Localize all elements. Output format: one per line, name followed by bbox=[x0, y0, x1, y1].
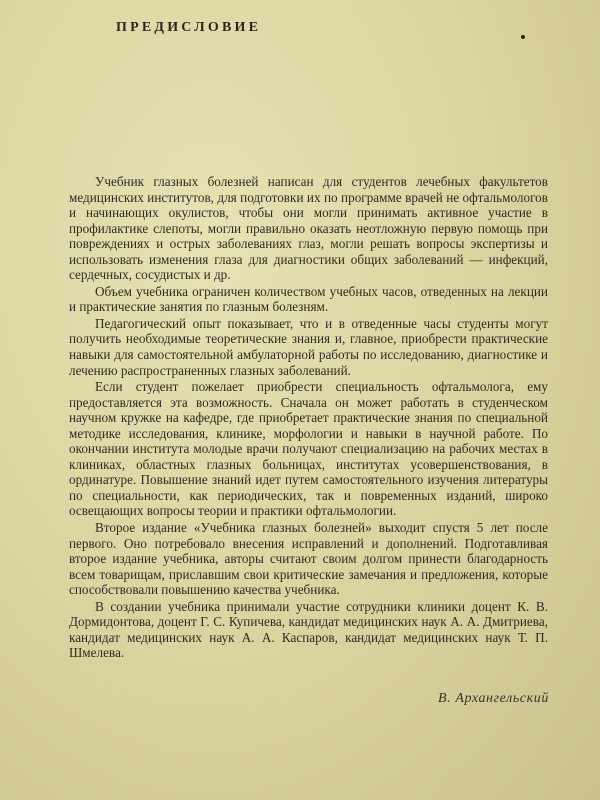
paragraph-6: В создании учебника принимали участие сотрудники клиники доцент К. В. Дормидонтова, доцент Г. С. Купичева, кандидат медицинских наук А. А. Дмитриева, кандидат медицинских наук А. А. Каспаров, кандидат медицинских наук Т. П. Шмелева. bbox=[69, 598, 548, 661]
paragraph-1: Учебник глазных болезней написан для студентов лечебных факультетов медицинских институтов, для подготовки их по программе врачей не офтальмологов и начинающих окулистов, чтобы они могли принимать активное участие в профилактике слепоты, могли правильно оказать неотложную первую помощь при повреждениях и острых заболеваниях глаз, могли решать вопросы экспертизы и использовать изменения глаза для диагностики общих заболеваний — инфекций, сердечных, сосудистых и др. bbox=[69, 174, 548, 283]
preface-body bbox=[69, 174, 548, 661]
paragraph-4: Если студент пожелает приобрести специальность офтальмолога, ему предоставляется эта возможность. Сначала он может работать в студенческом научном кружке на кафедре, где приобретает практические знания по специальной методике исследования, клинике, морфологии и навыки в научной работе. По окончании института молодые врачи получают специализацию на рабочих местах в клиниках, областных глазных больницах, институтах усовершенствования, в ординатуре. Повышение знаний идет путем самостоятельного изучения литературы по специальности, как периодических, так и повременных изданий, широко освещающих вопросы теории и практики офтальмологии. bbox=[69, 379, 548, 519]
paragraph-5: Второе издание «Учебника глазных болезней» выходит спустя 5 лет после первого. Оно потребовало внесения исправлений и дополнений. Подготавливая второе издание учебника, авторы считают своим долгом принести благодарность всем товарищам, приславшим свои критические замечания и предложения, которые способствовали повышению качества учебника. bbox=[69, 520, 548, 598]
page-mark bbox=[521, 35, 525, 39]
paragraph-2: Объем учебника ограничен количеством учебных часов, отведенных на лекции и практические занятия по глазным болезням. bbox=[69, 283, 548, 315]
page-title: ПРЕДИСЛОВИЕ bbox=[116, 20, 262, 35]
paragraph-3: Педагогический опыт показывает, что и в отведенные часы студенты могут получить необходимые теоретические знания и, главное, приобрести практические навыки для самостоятельной амбулаторной работы по исследованию, диагностике и лечению распространенных глазных заболеваний. bbox=[69, 315, 548, 378]
author-signature: В. Архангельский bbox=[438, 691, 549, 706]
